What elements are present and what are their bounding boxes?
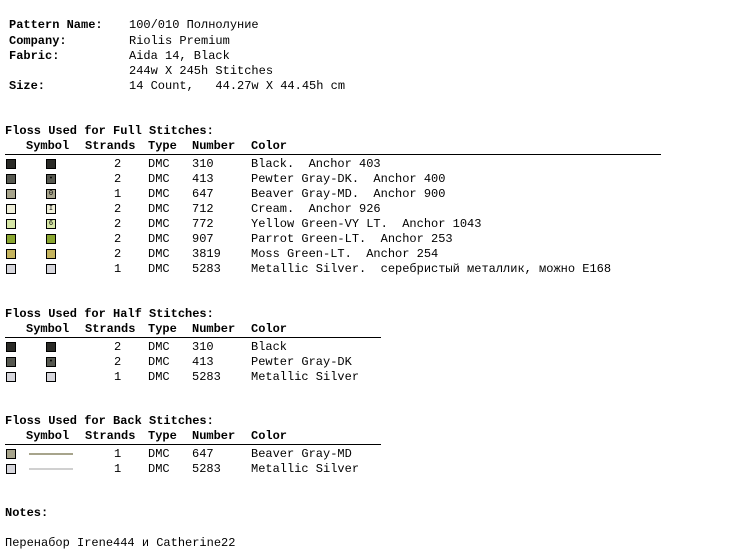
company-label: Company:	[9, 34, 67, 48]
strands-value: 2	[114, 340, 122, 354]
column-header-number: Number	[192, 322, 236, 336]
number-value: 5283	[192, 462, 221, 476]
color-name-value: Metallic Silver	[251, 462, 360, 476]
backstitch-line-sample	[29, 453, 73, 455]
color-swatch	[6, 464, 16, 474]
number-value: 3819	[192, 247, 221, 261]
color-name-value: Beaver Gray-MD	[251, 447, 352, 461]
number-value: 647	[192, 447, 214, 461]
number-value: 310	[192, 157, 214, 171]
full-header-rule	[5, 154, 661, 155]
type-value: DMC	[148, 447, 170, 461]
color-name-value: Yellow Green-VY LT. Anchor 1043	[251, 217, 482, 231]
color-name-value: Moss Green-LT. Anchor 254	[251, 247, 439, 261]
column-header-strands: Strands	[85, 322, 136, 336]
backstitch-line-sample	[29, 468, 73, 470]
column-header-symbol: Symbol	[26, 429, 70, 443]
number-value: 907	[192, 232, 214, 246]
color-name-value: Cream. Anchor 926	[251, 202, 381, 216]
type-value: DMC	[148, 247, 170, 261]
strands-value: 1	[114, 187, 122, 201]
number-value: 5283	[192, 262, 221, 276]
half-heading: Floss Used for Half Stitches:	[5, 307, 214, 321]
full-heading: Floss Used for Full Stitches:	[5, 124, 214, 138]
notes-heading: Notes:	[5, 506, 49, 520]
symbol-icon: •	[46, 174, 56, 184]
symbol-icon	[46, 372, 56, 382]
type-value: DMC	[148, 217, 170, 231]
strands-value: 1	[114, 370, 122, 384]
type-value: DMC	[148, 262, 170, 276]
column-header-number: Number	[192, 139, 236, 153]
number-value: 310	[192, 340, 214, 354]
color-name-value: Pewter Gray-DK. Anchor 400	[251, 172, 446, 186]
symbol-icon	[46, 159, 56, 169]
column-header-strands: Strands	[85, 429, 136, 443]
symbol-icon	[46, 264, 56, 274]
strands-value: 2	[114, 202, 122, 216]
strands-value: 2	[114, 157, 122, 171]
type-value: DMC	[148, 462, 170, 476]
company-value: Riolis Premium	[129, 34, 230, 48]
color-name-value: Black. Anchor 403	[251, 157, 381, 171]
size-value: 14 Count, 44.27w X 44.45h cm	[129, 79, 346, 93]
size-label: Size:	[9, 79, 46, 93]
fabric-label: Fabric:	[9, 49, 60, 63]
column-header-symbol: Symbol	[26, 322, 70, 336]
column-header-color: Color	[251, 322, 288, 336]
column-header-type: Type	[148, 322, 177, 336]
type-value: DMC	[148, 187, 170, 201]
strands-value: 1	[114, 462, 122, 476]
column-header-symbol: Symbol	[26, 139, 70, 153]
back-header-rule	[5, 444, 381, 445]
type-value: DMC	[148, 340, 170, 354]
column-header-type: Type	[148, 139, 177, 153]
column-header-type: Type	[148, 429, 177, 443]
fabric-stitches-value: 244w X 245h Stitches	[129, 64, 274, 78]
number-value: 647	[192, 187, 214, 201]
color-swatch	[6, 249, 16, 259]
fabric-value: Aida 14, Black	[129, 49, 230, 63]
symbol-icon: 0	[46, 189, 56, 199]
color-name-value: Pewter Gray-DK	[251, 355, 352, 369]
type-value: DMC	[148, 172, 170, 186]
column-header-color: Color	[251, 429, 288, 443]
type-value: DMC	[148, 232, 170, 246]
color-swatch	[6, 357, 16, 367]
strands-value: 2	[114, 232, 122, 246]
symbol-icon	[46, 234, 56, 244]
type-value: DMC	[148, 157, 170, 171]
strands-value: 1	[114, 447, 122, 461]
color-swatch	[6, 449, 16, 459]
color-name-value: Metallic Silver	[251, 370, 360, 384]
type-value: DMC	[148, 202, 170, 216]
type-value: DMC	[148, 355, 170, 369]
color-name-value: Black	[251, 340, 288, 354]
notes-text: Перенабор Irene444 и Catherine22	[5, 536, 236, 550]
color-swatch	[6, 372, 16, 382]
color-swatch	[6, 189, 16, 199]
color-swatch	[6, 234, 16, 244]
color-swatch	[6, 204, 16, 214]
color-swatch	[6, 174, 16, 184]
symbol-icon: 6	[46, 219, 56, 229]
symbol-icon: I	[46, 204, 56, 214]
symbol-icon: •	[46, 357, 56, 367]
strands-value: 2	[114, 172, 122, 186]
symbol-icon	[46, 342, 56, 352]
column-header-number: Number	[192, 429, 236, 443]
color-swatch	[6, 264, 16, 274]
column-header-strands: Strands	[85, 139, 136, 153]
color-swatch	[6, 159, 16, 169]
number-value: 413	[192, 172, 214, 186]
half-header-rule	[5, 337, 381, 338]
strands-value: 2	[114, 355, 122, 369]
color-name-value: Metallic Silver. серебристый металлик, можно E168	[251, 262, 612, 276]
color-swatch	[6, 219, 16, 229]
color-name-value: Parrot Green-LT. Anchor 253	[251, 232, 453, 246]
strands-value: 1	[114, 262, 122, 276]
number-value: 772	[192, 217, 214, 231]
pattern-name-value: 100/010 Полнолуние	[129, 18, 259, 32]
pattern-name-label: Pattern Name:	[9, 18, 103, 32]
strands-value: 2	[114, 247, 122, 261]
type-value: DMC	[148, 370, 170, 384]
color-name-value: Beaver Gray-MD. Anchor 900	[251, 187, 446, 201]
column-header-color: Color	[251, 139, 288, 153]
color-swatch	[6, 342, 16, 352]
number-value: 5283	[192, 370, 221, 384]
number-value: 712	[192, 202, 214, 216]
number-value: 413	[192, 355, 214, 369]
strands-value: 2	[114, 217, 122, 231]
symbol-icon	[46, 249, 56, 259]
back-heading: Floss Used for Back Stitches:	[5, 414, 214, 428]
